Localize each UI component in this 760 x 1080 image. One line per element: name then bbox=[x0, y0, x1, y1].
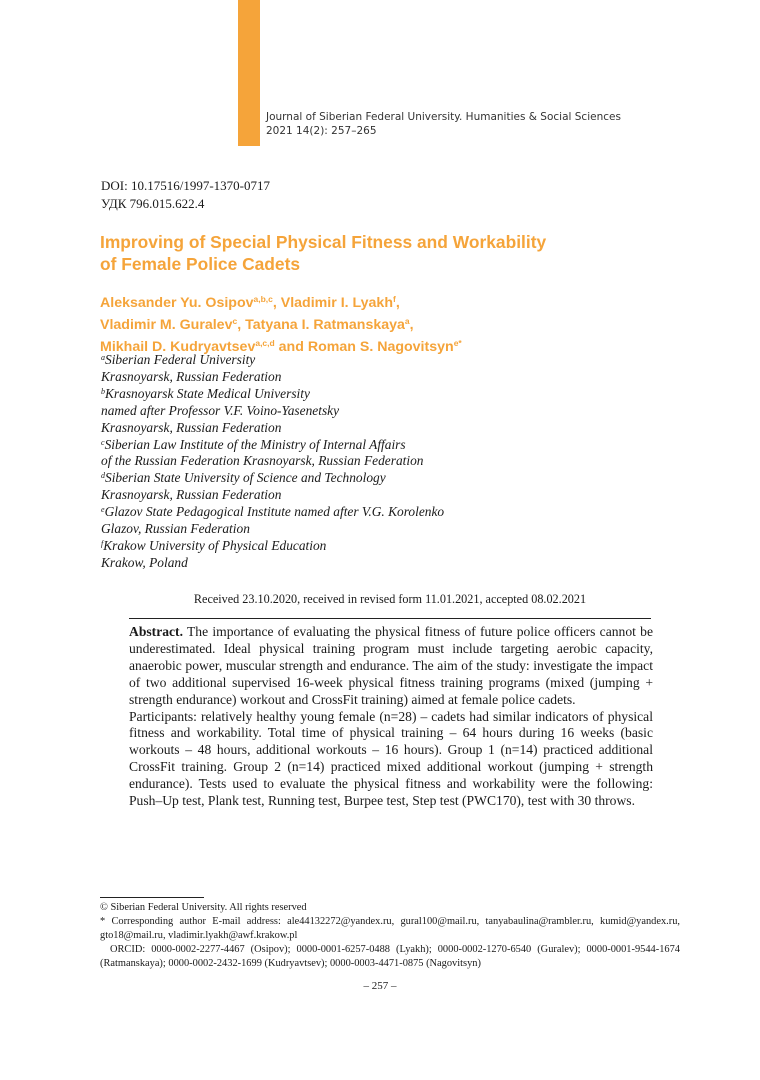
author: Vladimir I. Lyakh$^f$, bbox=[280, 294, 400, 311]
header-accent-bar bbox=[238, 0, 260, 146]
affiliation-line: Glazov, Russian Federation bbox=[101, 521, 250, 537]
page-number: – 257 – bbox=[363, 980, 397, 992]
article-identifiers bbox=[101, 177, 270, 213]
abstract-paragraph: Abstract. The importance of evaluating the physical fitness of future police officers cannot be underestimated. Ideal physical training program must include targeting aerobic capacity, anaerobic power, muscular strength and endurance. The aim of the study: investigate the impact of two additional supervised 16-week physical fitness training programs (mixed (jumping + strength endurance) workout and CrossFit training) aimed at female police cadets. bbox=[129, 624, 653, 707]
affiliation-line: $^e$Glazov State Pedagogical Institute named after V.G. Korolenko bbox=[101, 504, 445, 520]
author: Tatyana I. Ratmanskaya$^a$, bbox=[245, 316, 414, 333]
journal-header bbox=[266, 110, 621, 138]
affiliation-list bbox=[101, 352, 444, 572]
author: Roman S. Nagovitsyn$^{e*}$ bbox=[307, 338, 462, 355]
copyright-note: © Siberian Federal University. All rights reserved bbox=[100, 902, 307, 913]
title-line-2: of Female Police Cadets bbox=[100, 254, 301, 274]
received-dates: Received 23.10.2020, received in revised form 11.01.2021, accepted 08.02.2021 bbox=[193, 592, 587, 606]
abstract-paragraph: Participants: relatively healthy young female (n=28) – cadets had similar indicators of physical fitness and workability. Total time of physical training – 64 hours during 16 weeks (basic workouts – 48 hours, additional workouts – 16 hours). Group 1 (n=14) practiced additional CrossFit training. Group 2 (n=14) practiced mixed additional workout (jumping + strength endurance). Tests used to evaluate the physical fitness and workability were the following: Push–Up test, Plank test, Running test, Burpee test, Step test (PWC170), test with 30 throws. bbox=[129, 708, 653, 809]
footnote-divider bbox=[100, 897, 204, 898]
author-list bbox=[100, 292, 700, 358]
affiliation-line: $^d$Siberian State University of Science and Technology bbox=[101, 470, 386, 486]
affiliation-line: Krasnoyarsk, Russian Federation bbox=[101, 419, 282, 435]
affiliation-line: Krasnoyarsk, Russian Federation bbox=[101, 487, 282, 503]
affiliation-line: $^b$Krasnoyarsk State Medical University bbox=[101, 385, 310, 401]
author: Vladimir M. Guralev$^c$, bbox=[100, 316, 246, 333]
affiliation-line: $^a$Siberian Federal University bbox=[101, 352, 256, 367]
title-line-1: Improving of Special Physical Fitness and Workability bbox=[100, 232, 547, 252]
author: Aleksander Yu. Osipov$^{a,b,c}$, bbox=[100, 294, 281, 311]
doi: DOI: 10.17516/1997-1370-0717 bbox=[101, 178, 270, 193]
affiliation-line: $^f$Krakow University of Physical Education bbox=[101, 537, 327, 553]
corresponding-author-note: * Corresponding author E-mail address: ale44132272@yandex.ru, gural100@mail.ru, tanyabaulina@rambler.ru, kumid@yandex.ru, gto18@mail.ru, vladimir.lyakh@awf.krakow.pl bbox=[100, 916, 680, 941]
journal-issue: 2021 14(2): 257–265 bbox=[266, 125, 377, 137]
affiliation-line: Krakow, Poland bbox=[101, 554, 188, 570]
affiliation-line: $^c$Siberian Law Institute of the Ministry of Internal Affairs bbox=[101, 436, 406, 452]
udc: УДК 796.015.622.4 bbox=[101, 196, 205, 211]
abstract-divider bbox=[129, 618, 651, 619]
article-title bbox=[100, 231, 660, 275]
footnotes bbox=[100, 901, 680, 971]
journal-name: Journal of Siberian Federal University. Humanities & Social Sciences bbox=[266, 111, 621, 123]
affiliation-line: Krasnoyarsk, Russian Federation bbox=[101, 368, 282, 384]
affiliation-line: of the Russian Federation Krasnoyarsk, Russian Federation bbox=[101, 453, 424, 469]
abstract bbox=[129, 624, 653, 810]
orcid-note: ORCID: 0000-0002-2277-4467 (Osipov); 0000-0001-6257-0488 (Lyakh); 0000-0002-1270-6540 (Guralev); 0000-0001-9544-1674 (Ratmanskaya); 0000-0002-2432-1699 (Kudryavtsev); 0000-0003-4471-0875 (Nagovitsyn) bbox=[100, 944, 680, 969]
affiliation-line: named after Professor V.F. Voino-Yasenetsky bbox=[101, 402, 340, 418]
abstract-label: Abstract. bbox=[129, 624, 183, 639]
author: Mikhail D. Kudryavtsev$^{a,c,d}$ and bbox=[100, 338, 308, 355]
